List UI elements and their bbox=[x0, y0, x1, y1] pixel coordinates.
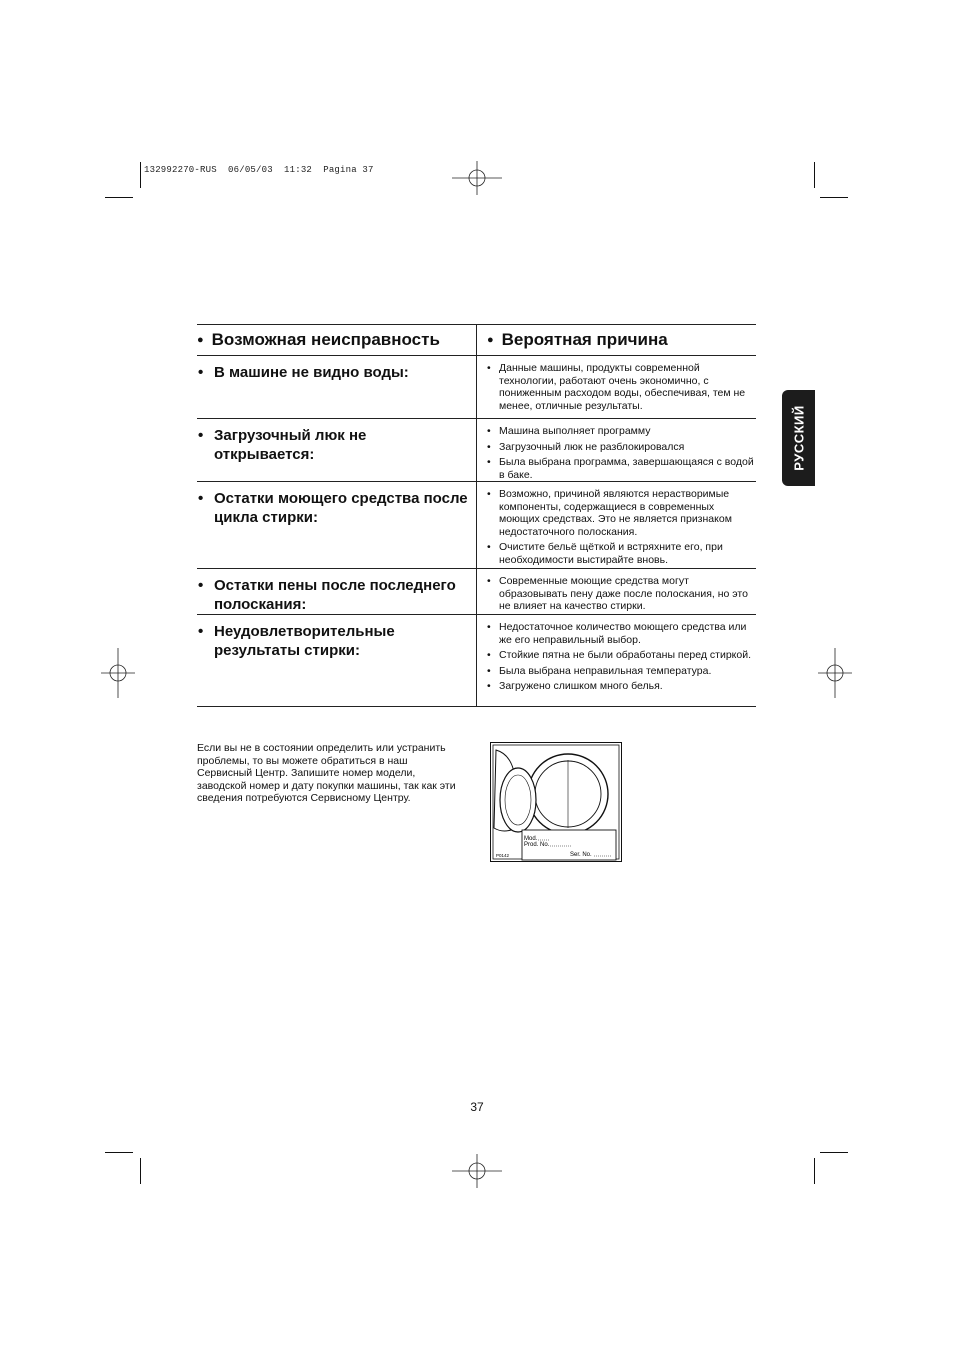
table-row: • Остатки моющего средства после цикла стирки: • Возможно, причиной являются нерастворимые компоненты, содержащиеся в современных моющих средствах. Это не является признаком недостаточного полоскания. • Очистите бельё щёткой и встряхните его, при необходимости выстирайте вновь. bbox=[197, 481, 756, 568]
service-note: Если вы не в состоянии определить или устранить проблемы, то вы можете обратиться в наш Сервисный Центр. Запишите номер модели, заводской номер и дату покупки машины, так как эти сведения потребуются Сервисному Центру. bbox=[197, 742, 456, 805]
crop-mark bbox=[140, 1158, 141, 1184]
problem-text: Неудовлетворительные результаты стирки: bbox=[214, 623, 395, 659]
cause-item: • Была выбрана неправильная температура. bbox=[487, 665, 756, 678]
table-header-row bbox=[197, 324, 756, 355]
problem-text: Загрузочный люк не открывается: bbox=[214, 427, 367, 463]
cause-item: • Возможно, причиной являются нерастворимые компоненты, содержащиеся в современных моющих средствах. Это не является признаком недостаточного полоскания. bbox=[487, 488, 756, 538]
bullet-icon: ● bbox=[487, 334, 494, 346]
crop-mark bbox=[105, 1152, 133, 1153]
header-problem-cell bbox=[197, 325, 477, 355]
problem-text: В машине не видно воды: bbox=[214, 364, 409, 381]
table-row: • Загрузочный люк не открывается: • Машина выполняет программу • Загрузочный люк не разблокировался • Была выбрана программа, завершающаяся с водой в баке. bbox=[197, 418, 756, 481]
registration-mark-icon bbox=[452, 1146, 502, 1196]
crop-mark bbox=[814, 162, 815, 188]
cause-item: • Современные моющие средства могут образовывать пену даже после полоскания, но это не влияет на качество стирки. bbox=[487, 575, 756, 613]
header-cause: Вероятная причина bbox=[501, 330, 668, 349]
cause-item: • Была выбрана программа, завершающаяся с водой в баке. bbox=[487, 456, 756, 481]
registration-mark-icon bbox=[810, 648, 860, 698]
problem-text: Остатки пены после последнего полоскания: bbox=[214, 577, 456, 613]
plate-prod-label: Prod. No. bbox=[524, 842, 550, 848]
crop-mark bbox=[140, 162, 141, 188]
troubleshooting-table bbox=[197, 324, 756, 707]
crop-mark bbox=[820, 1152, 848, 1153]
plate-ser-label: Ser. No. bbox=[570, 852, 592, 858]
registration-mark-icon bbox=[93, 648, 143, 698]
header-cause-cell bbox=[477, 325, 756, 355]
language-tab bbox=[782, 390, 815, 486]
print-slug: 132992270-RUS 06/05/03 11:32 Pagina 37 bbox=[144, 165, 374, 175]
problem-text: Остатки моющего средства после цикла стирки: bbox=[214, 490, 468, 526]
table-row: • Остатки пены после последнего полоскания: • Современные моющие средства могут образовывать пену даже после полоскания, но это не влияет на качество стирки. bbox=[197, 568, 756, 614]
header-problem: Возможная неисправность bbox=[211, 330, 440, 349]
table-row: • В машине не видно воды: • Данные машины, продукты современной технологии, работают очень экономично, с пониженным расходом воды, обеспечивая, тем не менее, отличные результаты. bbox=[197, 355, 756, 418]
cause-item: • Недостаточное количество моющего средства или же его неправильный выбор. bbox=[487, 621, 756, 646]
cause-item: • Данные машины, продукты современной технологии, работают очень экономично, с пониженным расходом воды, обеспечивая, тем не менее, отличные результаты. bbox=[487, 362, 756, 412]
bullet-icon: ● bbox=[197, 334, 204, 346]
cause-item: • Загружено слишком много белья. bbox=[487, 680, 756, 693]
rating-plate-illustration bbox=[490, 742, 622, 862]
plate-mod-label: Mod. bbox=[524, 836, 538, 842]
table-row: • Неудовлетворительные результаты стирки: • Недостаточное количество моющего средства или же его неправильный выбор. • Стойкие пятна не были обработаны перед стиркой. • Была выбрана неправильная температура. • Загружено слишком много белья. bbox=[197, 614, 756, 707]
cause-item: • Стойкие пятна не были обработаны перед стиркой. bbox=[487, 649, 756, 662]
cause-item: • Машина выполняет программу bbox=[487, 425, 756, 438]
registration-mark-icon bbox=[452, 153, 502, 203]
cause-item: • Очистите бельё щёткой и встряхните его, при необходимости выстирайте вновь. bbox=[487, 541, 756, 566]
cause-item: • Загрузочный люк не разблокировался bbox=[487, 441, 756, 454]
language-tab-label: РУССКИЙ bbox=[791, 405, 806, 471]
crop-mark bbox=[820, 197, 848, 198]
page-number: 37 bbox=[470, 1100, 484, 1114]
illustration-code: P0142 bbox=[496, 853, 510, 858]
crop-mark bbox=[814, 1158, 815, 1184]
crop-mark bbox=[105, 197, 133, 198]
